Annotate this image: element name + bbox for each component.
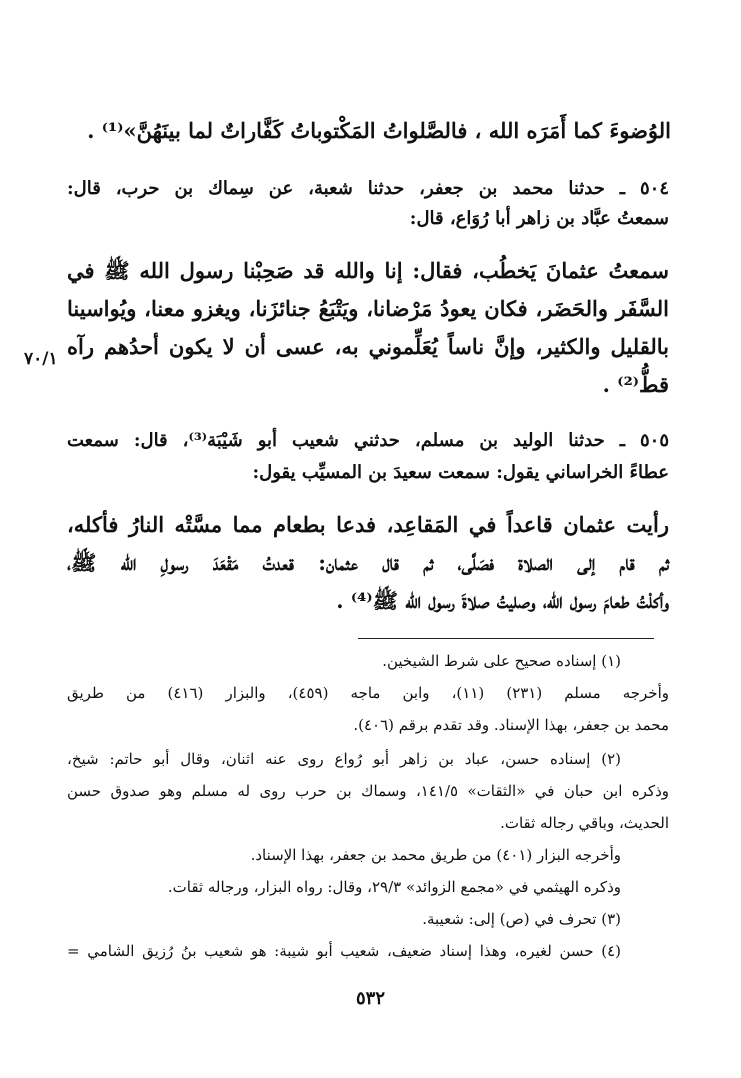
hadith-504-text-line: سمعتُ عثمانَ يَخطُب، فقال: إنا والله قد صَحِبْنا رسول الله ﷺ في <box>67 258 669 283</box>
footnote-line: وذكره الهيثمي في «مجمع الزوائد» ٢٩/٣، وقال: رواه البزار، ورجاله ثقات. <box>167 878 621 896</box>
footnote-line: وأخرجه البزار (٤٠١) من طريق محمد بن جعفر، بهذا الإسناد. <box>250 846 621 864</box>
footnote-line: (٤) حسن لغيره، وهذا إسناد ضعيف، شعيب أبو شيبة: هو شعيب بنُ رُزيق الشامي = <box>67 942 621 960</box>
footnote-line: (٣) تحرف في (ص) إلى: شعيبة. <box>422 910 621 928</box>
footnote-line: محمد بن جعفر، بهذا الإسناد. وقد تقدم برقم (٤٠٦). <box>353 716 669 734</box>
footnote-divider <box>358 638 654 639</box>
page-number: ٥٣٢ <box>355 988 385 1009</box>
hadith-505-text-line: رأيت عثمان قاعداً في المَقاعِد، فدعا بطعام مما مسَّتْه النارُ فأكله، <box>67 512 669 537</box>
footnote-line: (٢) إسناده حسن، عباد بن زاهر أبو رُواع روى عنه اثنان، وقال أبو حاتم: شيخ، <box>67 750 621 768</box>
hadith-504-text-line: بالقليل والكثير، وإنَّ ناساً يُعَلِّموني به، عسى أن لا يكون أحدُهم رآه <box>67 334 669 359</box>
footnote-line: وأخرجه مسلم (٢٣١) (١١)، وابن ماجه (٤٥٩)، والبزار (٤١٦) من طريق <box>67 684 669 702</box>
footnote-line: (١) إسناده صحيح على شرط الشيخين. <box>382 652 621 670</box>
continuation-line: الوُضوءَ كما أَمَرَه الله ، فالصَّلواتُ المَكْتوباتُ كَفَّاراتٌ لما بينَهُنَّ»⁽¹⁾ . <box>87 118 671 143</box>
footnote-line: وذكره ابن حبان في «الثقات» ١٤١/٥، وسماك بن حرب روى له مسلم وهو صدوق حسن <box>67 782 669 800</box>
hadith-505-text-line: ثم قام إلى الصلاة فصَلَّى، ثم قال عثمان: قعدتُ مَقْعَدَ رسولِ الله ﷺ، <box>67 550 669 575</box>
footnote-line: الحديث، وباقي رجاله ثقات. <box>500 814 669 832</box>
hadith-505-isnad-line: عطاءً الخراساني يقول: سمعت سعيدَ بن المسيِّب يقول: <box>252 462 669 483</box>
hadith-505-text-line: وأكلْتُ طعامَ رسول الله، وصليتُ صلاةَ رسول الله ﷺ⁽⁴⁾ . <box>336 588 669 613</box>
hadith-504-text-line: قطُّ⁽²⁾ . <box>602 372 669 397</box>
margin-reference: ٧٠/١ <box>24 349 58 369</box>
hadith-504-isnad-line: سمعتُ عبَّاد بن زاهر أبا رُوَاع، قال: <box>409 208 669 229</box>
hadith-504-isnad-line: ٥٠٤ ـ حدثنا محمد بن جعفر، حدثنا شعبة، عن سِماك بن حرب، قال: <box>67 178 669 199</box>
hadith-504-text-line: السَّفَر والحَضَر، فكان يعودُ مَرْضانا، ويَتْبَعُ جنائزَنا، ويغزو معنا، ويُواسينا <box>67 296 669 321</box>
hadith-505-isnad-line: ٥٠٥ ـ حدثنا الوليد بن مسلم، حدثني شعيب أبو شَيْبَة⁽³⁾، قال: سمعت <box>67 430 669 451</box>
